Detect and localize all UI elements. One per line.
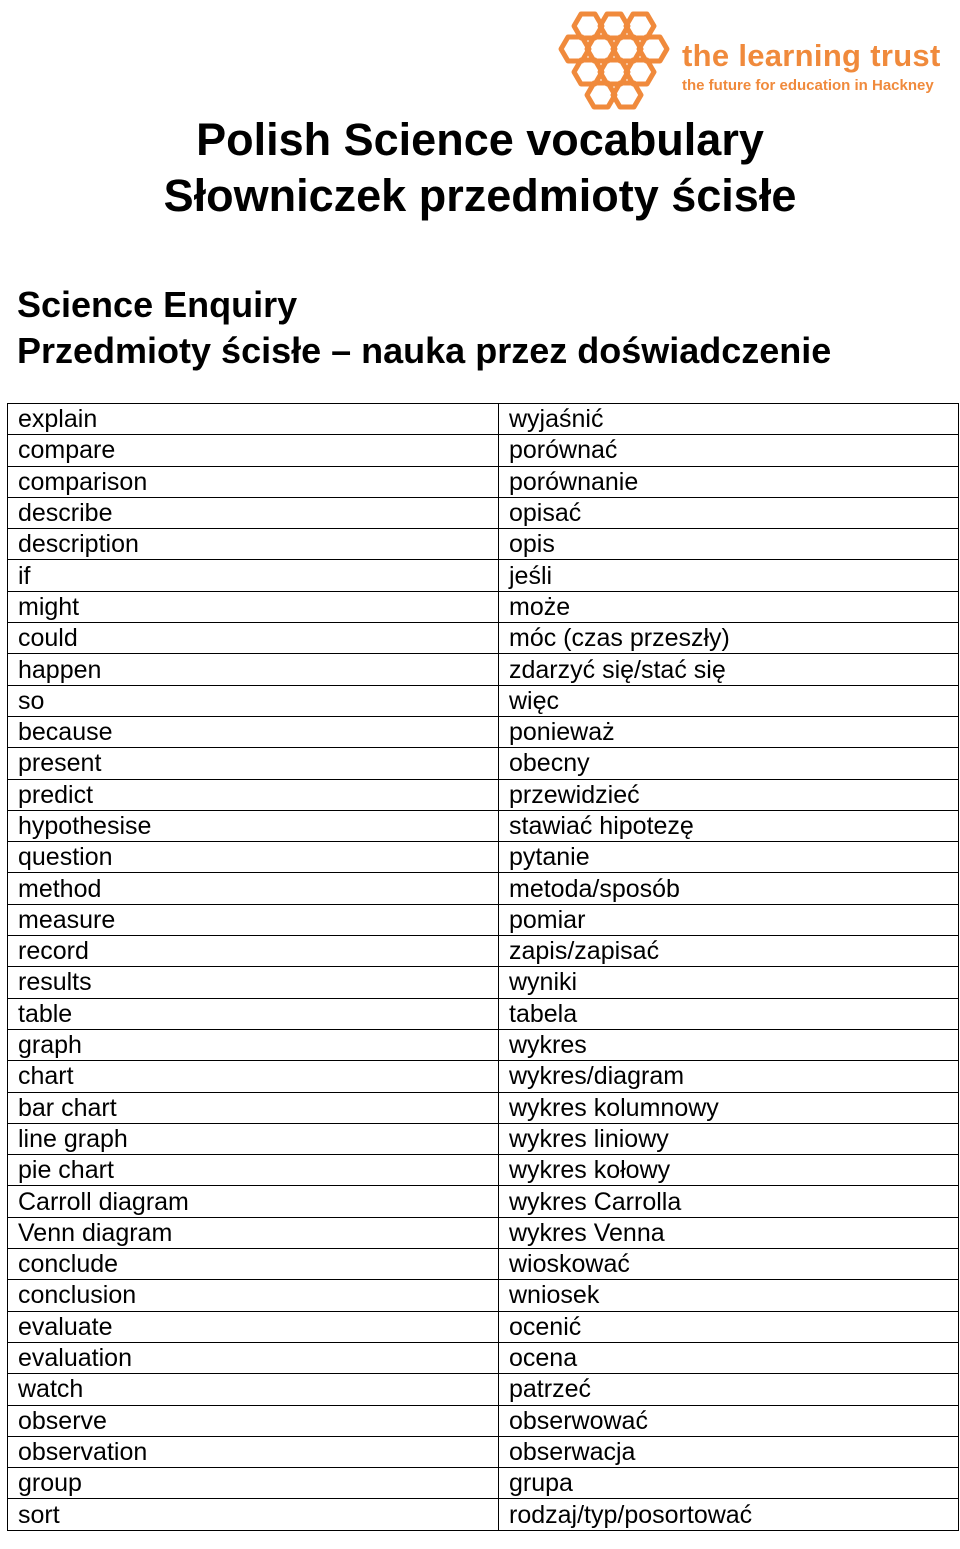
english-term: pie chart (8, 1155, 499, 1186)
english-term: method (8, 873, 499, 904)
vocabulary-table (7, 403, 959, 1531)
table-row (8, 1436, 959, 1467)
english-term: because (8, 716, 499, 747)
polish-term: wioskować (499, 1249, 959, 1280)
table-row (8, 936, 959, 967)
polish-term: porównać (499, 435, 959, 466)
english-term: Venn diagram (8, 1217, 499, 1248)
english-term: explain (8, 404, 499, 435)
table-row (8, 497, 959, 528)
table-row (8, 1029, 959, 1060)
page-title-polish: Słowniczek przedmioty ścisłe (163, 170, 797, 221)
table-row (8, 998, 959, 1029)
polish-term: patrzeć (499, 1374, 959, 1405)
section-title-polish: Przedmioty ścisłe – nauka przez doświadczenie (17, 330, 832, 371)
polish-term: przewidzieć (499, 779, 959, 810)
honeycomb-logo-icon (555, 6, 680, 116)
polish-term: wykres Carrolla (499, 1186, 959, 1217)
polish-term: tabela (499, 998, 959, 1029)
logo (555, 6, 950, 116)
english-term: table (8, 998, 499, 1029)
table-row (8, 1342, 959, 1373)
english-term: measure (8, 904, 499, 935)
polish-term: wykres kolumnowy (499, 1092, 959, 1123)
english-term: describe (8, 497, 499, 528)
english-term: sort (8, 1499, 499, 1530)
table-row (8, 779, 959, 810)
polish-term: ocena (499, 1342, 959, 1373)
table-row (8, 1061, 959, 1092)
table-row (8, 623, 959, 654)
polish-term: zdarzyć się/stać się (499, 654, 959, 685)
polish-term: metoda/sposób (499, 873, 959, 904)
table-row (8, 1186, 959, 1217)
table-row (8, 904, 959, 935)
table-row (8, 967, 959, 998)
table-row (8, 685, 959, 716)
english-term: hypothesise (8, 810, 499, 841)
polish-term: może (499, 591, 959, 622)
polish-term: opisać (499, 497, 959, 528)
english-term: might (8, 591, 499, 622)
english-term: description (8, 529, 499, 560)
table-row (8, 1217, 959, 1248)
table-row (8, 842, 959, 873)
table-row (8, 873, 959, 904)
polish-term: móc (czas przeszły) (499, 623, 959, 654)
english-term: evaluation (8, 1342, 499, 1373)
english-term: so (8, 685, 499, 716)
english-term: graph (8, 1029, 499, 1060)
polish-term: pytanie (499, 842, 959, 873)
english-term: watch (8, 1374, 499, 1405)
polish-term: opis (499, 529, 959, 560)
english-term: observation (8, 1436, 499, 1467)
polish-term: jeśli (499, 560, 959, 591)
table-row (8, 1249, 959, 1280)
polish-term: ponieważ (499, 716, 959, 747)
polish-term: porównanie (499, 466, 959, 497)
english-term: record (8, 936, 499, 967)
polish-term: obserwować (499, 1405, 959, 1436)
english-term: could (8, 623, 499, 654)
table-row (8, 654, 959, 685)
polish-term: wykres kołowy (499, 1155, 959, 1186)
table-row (8, 1155, 959, 1186)
table-row (8, 1280, 959, 1311)
polish-term: grupa (499, 1468, 959, 1499)
polish-term: więc (499, 685, 959, 716)
english-term: comparison (8, 466, 499, 497)
vocabulary-table-body (8, 404, 959, 1531)
polish-term: obecny (499, 748, 959, 779)
english-term: present (8, 748, 499, 779)
table-row (8, 1092, 959, 1123)
english-term: observe (8, 1405, 499, 1436)
polish-term: wykres/diagram (499, 1061, 959, 1092)
logo-tagline: the future for education in Hackney (682, 77, 934, 94)
english-term: evaluate (8, 1311, 499, 1342)
polish-term: rodzaj/typ/posortować (499, 1499, 959, 1530)
table-row (8, 1123, 959, 1154)
section-title-english: Science Enquiry (17, 284, 298, 325)
english-term: predict (8, 779, 499, 810)
english-term: conclude (8, 1249, 499, 1280)
english-term: line graph (8, 1123, 499, 1154)
table-row (8, 716, 959, 747)
table-row (8, 1499, 959, 1530)
table-row (8, 529, 959, 560)
table-row (8, 435, 959, 466)
english-term: chart (8, 1061, 499, 1092)
polish-term: wykres Venna (499, 1217, 959, 1248)
polish-term: wykres (499, 1029, 959, 1060)
polish-term: wniosek (499, 1280, 959, 1311)
polish-term: wyniki (499, 967, 959, 998)
table-row (8, 466, 959, 497)
english-term: compare (8, 435, 499, 466)
english-term: results (8, 967, 499, 998)
english-term: happen (8, 654, 499, 685)
english-term: question (8, 842, 499, 873)
table-row (8, 1405, 959, 1436)
english-term: group (8, 1468, 499, 1499)
polish-term: pomiar (499, 904, 959, 935)
table-row (8, 1311, 959, 1342)
table-row (8, 1374, 959, 1405)
table-row (8, 810, 959, 841)
table-row (8, 591, 959, 622)
english-term: if (8, 560, 499, 591)
table-row (8, 748, 959, 779)
polish-term: ocenić (499, 1311, 959, 1342)
english-term: Carroll diagram (8, 1186, 499, 1217)
polish-term: wykres liniowy (499, 1123, 959, 1154)
logo-name: the learning trust (682, 38, 941, 73)
polish-term: wyjaśnić (499, 404, 959, 435)
english-term: bar chart (8, 1092, 499, 1123)
table-row (8, 404, 959, 435)
polish-term: stawiać hipotezę (499, 810, 959, 841)
page-title-english: Polish Science vocabulary (196, 114, 764, 165)
polish-term: obserwacja (499, 1436, 959, 1467)
polish-term: zapis/zapisać (499, 936, 959, 967)
table-row (8, 560, 959, 591)
table-row (8, 1468, 959, 1499)
english-term: conclusion (8, 1280, 499, 1311)
